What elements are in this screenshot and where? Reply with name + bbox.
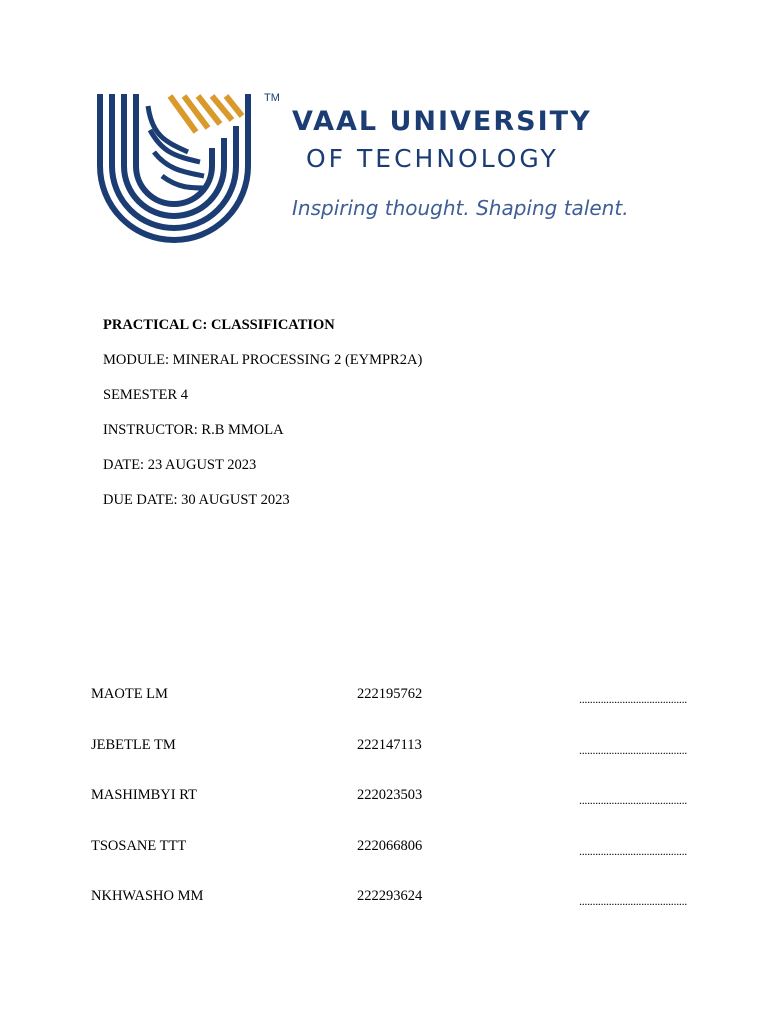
member-signature-line: ........................................	[579, 742, 688, 757]
university-name-line2: OF TECHNOLOGY	[306, 144, 559, 173]
semester-line: SEMESTER 4	[103, 387, 188, 403]
due-date-line: DUE DATE: 30 AUGUST 2023	[103, 492, 290, 508]
university-tagline: Inspiring thought. Shaping talent.	[292, 196, 629, 220]
member-name: NKHWASHO MM	[91, 888, 204, 904]
member-row	[91, 888, 711, 939]
member-student-number: 222066806	[357, 837, 423, 854]
instructor-line: INSTRUCTOR: R.B MMOLA	[103, 422, 284, 438]
cover-info	[103, 316, 422, 526]
member-signature-line: ........................................	[579, 894, 688, 908]
module-line: MODULE: MINERAL PROCESSING 2 (EYMPR2A)	[103, 352, 423, 368]
member-name: TSOSANE TTT	[91, 837, 187, 854]
member-row	[91, 787, 711, 838]
university-name-line1: VAAL UNIVERSITY	[292, 106, 592, 137]
member-student-number: 222147113	[357, 736, 422, 753]
member-name: MAOTE LM	[91, 686, 168, 702]
practical-title: PRACTICAL C: CLASSIFICATION	[103, 317, 335, 333]
member-name: JEBETLE TM	[91, 736, 176, 753]
member-signature-line: ........................................	[579, 793, 688, 807]
university-logo	[92, 86, 652, 256]
member-student-number: 222293624	[357, 888, 423, 904]
member-signature-line: ........................................	[579, 692, 688, 706]
member-row	[91, 686, 711, 737]
date-line: DATE: 23 AUGUST 2023	[103, 457, 257, 473]
member-row	[91, 737, 711, 788]
member-row	[91, 838, 711, 889]
member-student-number: 222023503	[357, 787, 423, 803]
member-name: MASHIMBYI RT	[91, 787, 197, 803]
member-student-number: 222195762	[357, 686, 423, 702]
member-signature-line: ........................................	[579, 843, 688, 858]
group-members-list	[91, 686, 711, 939]
trademark-mark: TM	[264, 92, 280, 104]
vut-emblem-icon	[92, 86, 262, 251]
